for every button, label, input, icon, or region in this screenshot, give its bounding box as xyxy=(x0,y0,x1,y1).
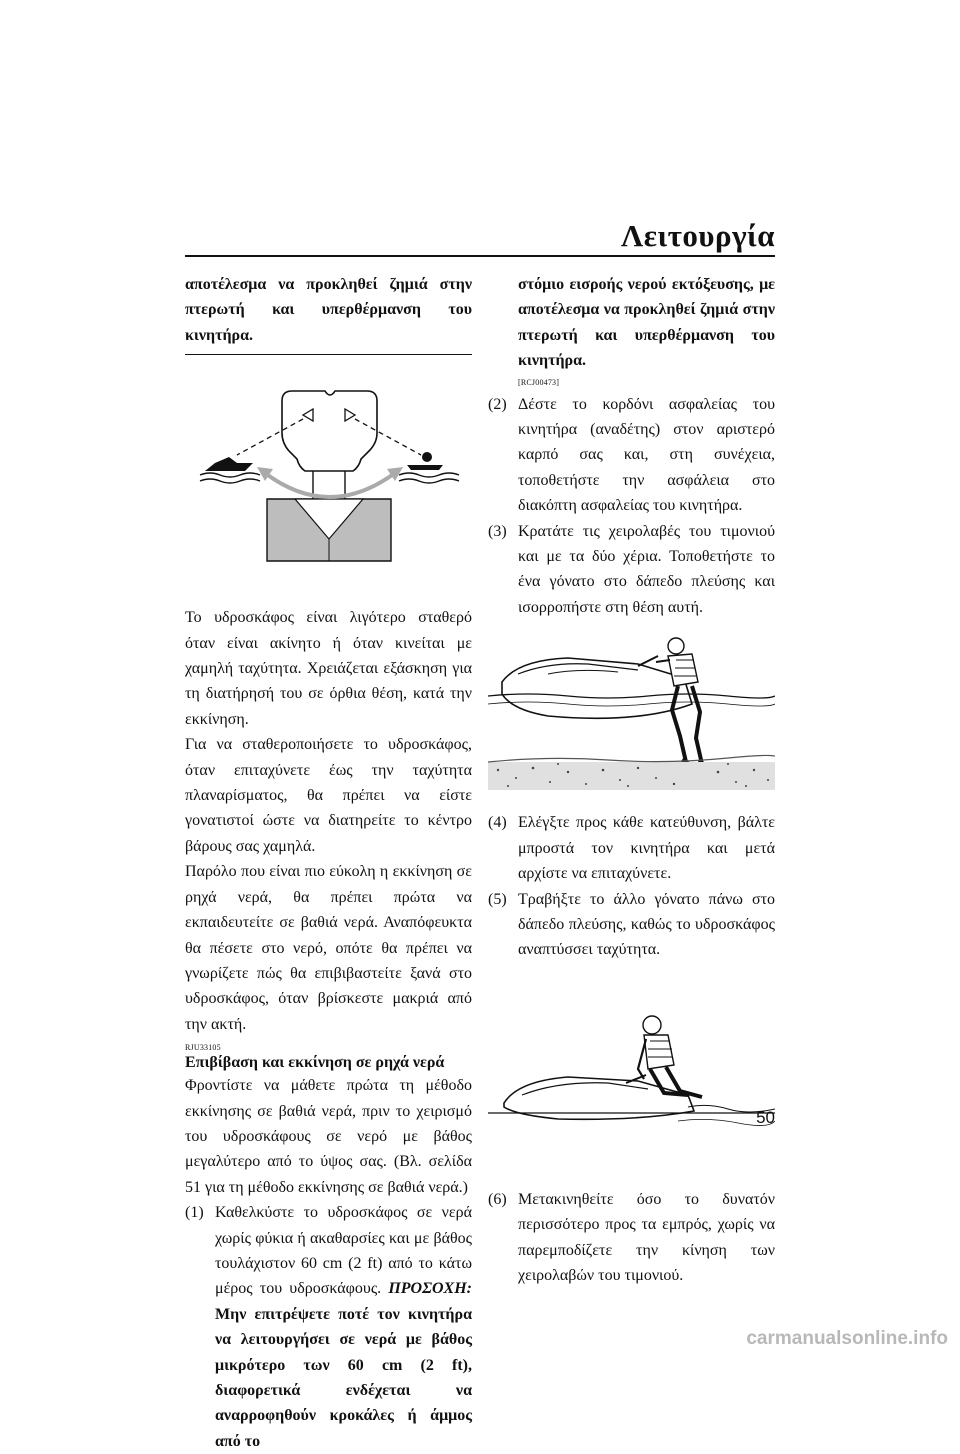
step-number: (6) xyxy=(488,1190,507,1208)
step-text: Τραβήξτε το άλλο γόνατο πάνω στο δάπεδο πλεύσης, καθώς το υδροσκάφος αναπτύσσει ταχύτητα. xyxy=(518,890,775,959)
page-number: 50 xyxy=(756,1108,775,1127)
caution-text: Μην επιτρέψετε ποτέ τον κινητήρα να λειτουργήσει σε νερά με βάθος μικρότερο των 60 cm (2 ft), διαφορετικά ενδέχεται να αναρροφηθούν κροκάλες ή άμμος από το xyxy=(215,1305,472,1450)
caution-label: ΠΡΟΣΟΧΗ: xyxy=(388,1280,472,1298)
step-2 xyxy=(488,392,775,519)
paragraph-stability: Το υδροσκάφος είναι λιγότερο σταθερό όταν είναι ακίνητο ή όταν κινείται με χαμηλή ταχύτητα. Χρειάζεται εξάσκηση για τη διατήρησή του σε όρθια θέση, κατά την εκκίνηση. xyxy=(185,609,472,728)
step-number: (4) xyxy=(488,814,507,832)
paragraph-shallow-water: Παρόλο που είναι πιο εύκολη η εκκίνηση σε ρηχά νερά, θα πρέπει πρώτα να εκπαιδευτείτε σε βαθιά νερά. Αναπόφευκτα θα πέσετε στο νερό, οπότε θα πρέπει να γνωρίζετε πώς θα επιβιβαστείτε ξανά στο υδροσκάφος, όταν βρίσκεστε μακριά από την ακτή. xyxy=(185,863,472,1033)
step-text: Καθελκύστε το υδροσκάφος σε νερά χωρίς φύκια ή ακαθαρσίες και με βάθος τουλάχιστον 60 cm (2 ft) από το κάτω μέρος του υδροσκάφους. xyxy=(215,1204,472,1298)
step-1 xyxy=(185,1200,472,1454)
section-heading: Επιβίβαση και εκκίνηση σε ρηχά νερά xyxy=(185,1054,445,1072)
step-3 xyxy=(488,519,775,621)
step-text: Δέστε το κορδόνι ασφαλείας του κινητήρα (αναδέτης) στον αριστερό καρπό σας και, στη συνέχεια, τοποθετήστε την ασφάλεια στο διακόπτη ασφαλείας του κινητήρα. xyxy=(518,395,775,515)
left-column xyxy=(185,272,472,1454)
illustration-accelerating xyxy=(488,997,775,1137)
caution-continuation: στόμιο εισροής νερού εκτόξευσης, με αποτέλεσμα να προκληθεί ζημιά στην πτερωτή και υπερθέρμανση του κινητήρα. xyxy=(518,276,775,370)
caution-code: [RCJ00473] xyxy=(518,377,560,387)
illustration-boarding-shallow xyxy=(488,634,775,794)
section-code: RJU33105 xyxy=(185,1043,221,1053)
header-rule xyxy=(185,255,775,257)
step-number: (3) xyxy=(488,522,507,540)
watermark: carmanualsonline.info xyxy=(746,1328,948,1349)
step-text: Ελέγξτε προς κάθε κατεύθυνση, βάλτε μπροστά τον κινητήρα και μετά αρχίστε να επιταχύνετε. xyxy=(518,814,775,883)
illustration-look-around xyxy=(185,371,472,571)
paragraph-stabilize: Για να σταθεροποιήσετε το υδροσκάφος, όταν επιταχύνετε έως την ταχύτητα πλαναρίσματος, θα πρέπει να είστε γονατιστοί ώστε να διατηρείτε το κέντρο βάρους σας χαμηλά. xyxy=(185,736,472,855)
step-number: (2) xyxy=(488,395,507,413)
page-title: Λειτουργία xyxy=(621,218,775,253)
warning-continuation: αποτέλεσμα να προκληθεί ζημιά στην πτερωτή και υπερθέρμανση του κινητήρα. xyxy=(185,276,472,344)
step-4 xyxy=(488,810,775,886)
step-number: (1) xyxy=(185,1204,204,1222)
step-5 xyxy=(488,887,775,963)
paragraph-intro: Φροντίστε να μάθετε πρώτα τη μέθοδο εκκίνησης σε βαθιά νερά, πριν το χειρισμό του υδροσκάφους σε νερό με βάθος μεγαλύτερο από το ύψος σας. (Βλ. σελίδα 51 για τη μέθοδο εκκίνησης σε βαθιά νερά.) xyxy=(185,1077,472,1196)
step-text: Κρατάτε τις χειρολαβές του τιμονιού και με τα δύο χέρια. Τοποθετήστε το ένα γόνατο στο δάπεδο πλεύσης και ισορροπήστε στη θέση αυτή. xyxy=(518,522,775,616)
step-number: (5) xyxy=(488,890,507,908)
warning-end-rule xyxy=(185,354,472,355)
right-column xyxy=(488,272,775,1288)
step-text: Μετακινηθείτε όσο το δυνατόν περισσότερο προς τα εμπρός, χωρίς να παρεμποδίζετε την κίνηση των χειρολαβών του τιμονιού. xyxy=(518,1190,775,1284)
step-6 xyxy=(488,1187,775,1289)
